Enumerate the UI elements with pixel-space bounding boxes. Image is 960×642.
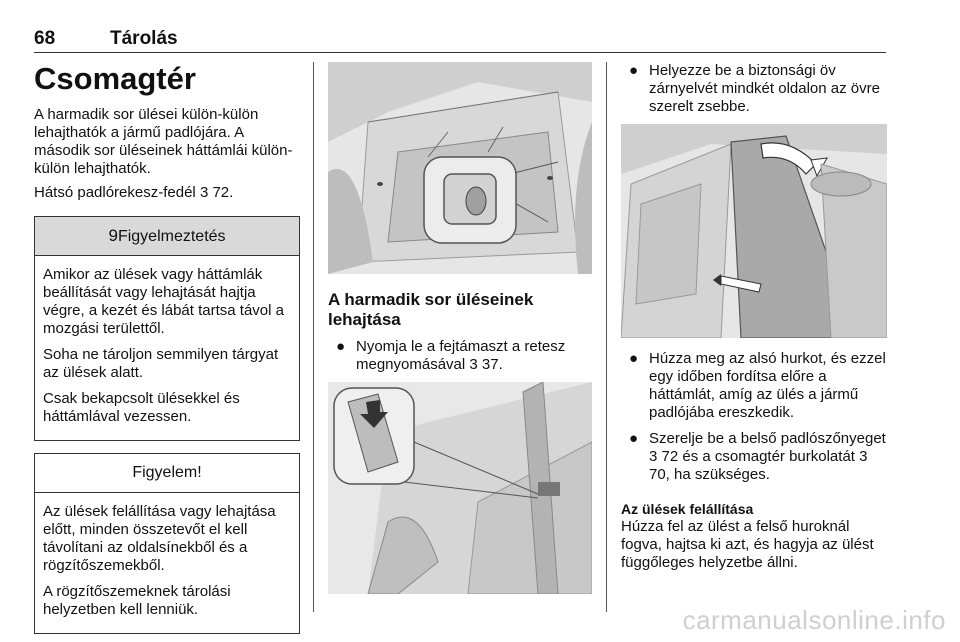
column-left [34,62,300,634]
notice-paragraph: A rögzítőszemeknek tárolási helyzetben kell lenniük. [43,583,231,618]
ref-arrow-icon: 3 [649,448,658,465]
ref-arrow-icon: 3 [199,184,209,201]
notice-body [35,493,299,633]
ref-arrow-icon: 3 [469,356,478,373]
instruction-text: Szerelje be a belső padlószőnyeget [649,430,886,447]
warning-paragraph: Csak bekapcsolt ülésekkel és háttámlával vezessen. [43,390,240,425]
watermark-text: carmanualsonline.info [682,605,946,635]
subsection-heading: Az ülések felállítása [621,501,754,517]
instruction-text: Húzza meg az alsó hurkot, és ezzel egy időben fordítsa előre a háttámlát, amíg az ülés a jármű padlójába ereszkedik. [649,350,886,421]
ref-arrow-icon: 3 [859,448,868,465]
bullet-dot: ● [336,338,346,355]
list-item [328,338,592,374]
headrest-illustration [328,382,592,594]
seat-folding-illustration [621,124,887,338]
page-number: 68 [34,28,56,49]
bullet-dot: ● [629,62,639,79]
warning-header [35,217,299,256]
headrest-drawing [328,382,592,594]
page-header [34,16,886,53]
instruction-text: 72 és a csomagtér burkolatát [661,448,855,465]
warning-paragraph: Soha ne tároljon semmilyen tárgyat az ülések alatt. [43,346,279,381]
reference-page-link[interactable]: 72. [212,184,234,201]
instruction-text: 70, ha szükséges. [649,466,770,483]
trunk-drawing [328,62,592,274]
seat-folding-drawing [621,124,887,338]
warning-paragraph: Amikor az ülések vagy háttámlák beállítását vagy lehajtását hajtja végre, a kezét és lábát tartsa távol a mozgási területtől. [43,266,284,337]
spacer [328,274,592,290]
reference-page-link[interactable]: 37. [481,356,503,373]
section-title: Tárolás [110,28,178,49]
list-item [621,62,887,116]
notice-box [34,453,300,634]
notice-header: Figyelem! [35,454,299,493]
instruction-text: Helyezze be a biztonsági öv zárnyelvét mindkét oldalon az övre szerelt zsebbe. [649,62,880,115]
bullet-dot: ● [629,430,639,447]
column-right [621,62,887,578]
warning-triangle-icon: 9 [108,226,118,245]
page-title: Csomagtér [34,61,196,96]
intro-paragraph: A harmadik sor ülései külön-külön lehajthatók a jármű padlójára. A második sor üléseinek háttámlái külön-külön lehajthatók. [34,106,293,177]
column-divider [313,62,314,612]
list-item [621,350,887,422]
instruction-text: Nyomja le a fejtámaszt a retesz megnyomásával [356,338,566,373]
paragraph: Húzza fel az ülést a felső huroknál fogva, hajtsa ki azt, és hagyja az ülést függőleges helyzetbe állni. [621,518,874,571]
bullet-dot: ● [629,350,639,367]
reference-text: Hátsó padlórekesz-fedél [34,184,196,201]
list-item [621,430,887,484]
warning-box [34,216,300,441]
notice-paragraph: Az ülések felállítása vagy lehajtása előtt, minden összetevőt el kell távolítani az oldalsínekből és a rögzítőszemekből. [43,503,276,574]
column-middle [328,62,592,594]
trunk-illustration [328,62,592,274]
column-divider [606,62,607,612]
subsection-title: A harmadik sor üléseinek lehajtása [328,290,534,329]
reference-line [34,184,300,202]
spacer [621,492,887,500]
warning-title: Figyelmeztetés [117,228,226,245]
warning-body [35,256,299,440]
spacer [621,338,887,350]
